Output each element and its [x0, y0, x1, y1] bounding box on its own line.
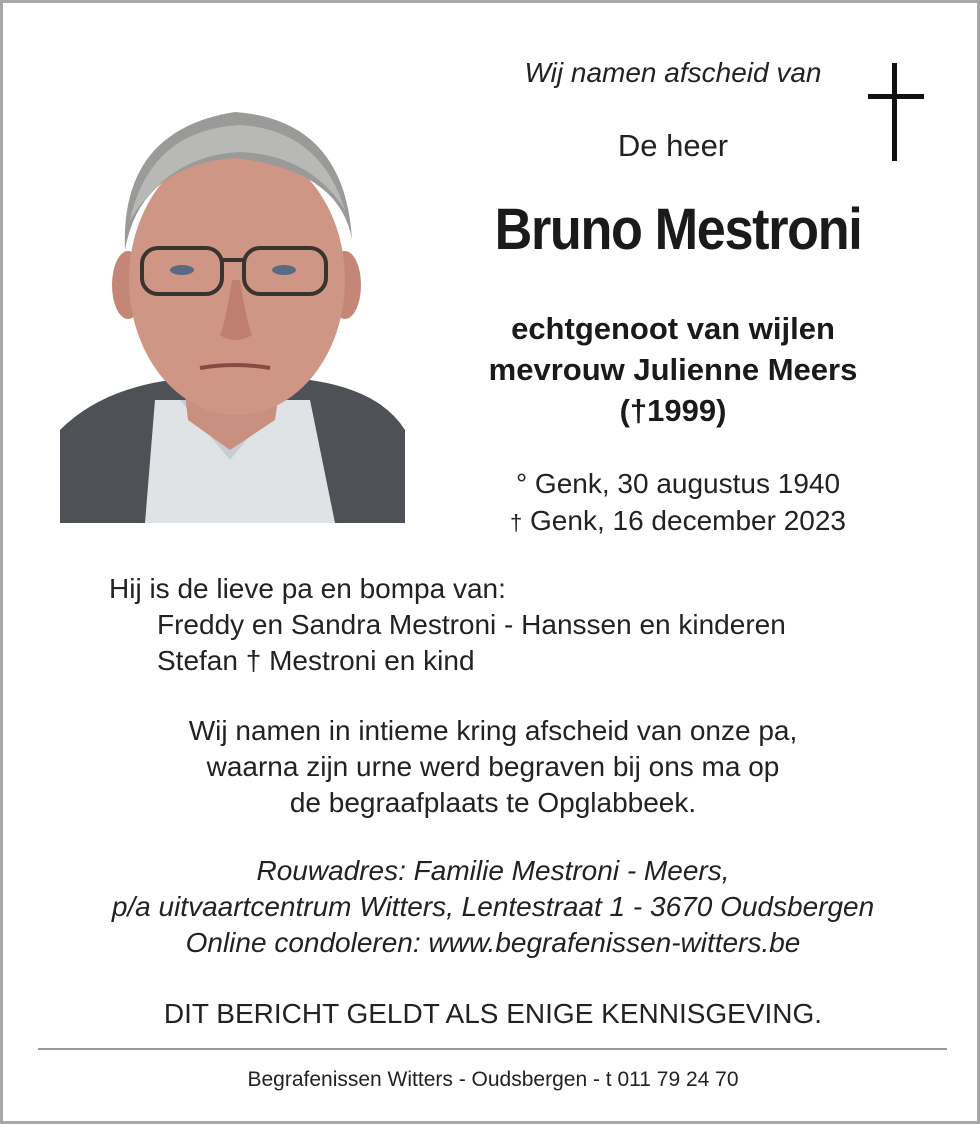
mourning-address: [33, 853, 953, 961]
divider: [38, 1048, 947, 1050]
address-line: Rouwadres: Familie Mestroni - Meers,: [256, 855, 730, 886]
birth-date: Genk, 30 augustus 1940: [534, 468, 841, 499]
notice-text: DIT BERICHT GELDT ALS ENIGE KENNISGEVING.: [163, 998, 823, 1029]
farewell-line: Wij namen in intieme kring afscheid van onze pa,: [188, 715, 798, 746]
life-dates: [443, 465, 913, 541]
latin-cross-icon: [868, 63, 924, 161]
address-line: p/a uitvaartcentrum Witters, Lentestraat 1 - 3670 Oudsbergen: [111, 891, 875, 922]
family-section: [109, 571, 929, 679]
birth-line: [443, 465, 913, 502]
spouse-info: [433, 308, 913, 431]
deceased-name: Bruno Mestroni: [494, 197, 862, 262]
farewell-paragraph: [63, 713, 923, 821]
spouse-line: mevrouw Julienne Meers: [488, 352, 858, 387]
family-heading: Hij is de lieve pa en bompa van:: [109, 573, 506, 604]
farewell-line: waarna zijn urne werd begraven bij ons ma op: [206, 751, 780, 782]
family-member: Freddy en Sandra Mestroni - Hanssen en kinderen: [157, 609, 786, 640]
spouse-line: (†1999): [619, 393, 727, 428]
portrait-photo: [60, 100, 405, 523]
death-line: [443, 502, 913, 541]
salutation: De heer: [617, 128, 729, 163]
death-date: Genk, 16 december 2023: [530, 505, 846, 536]
intro-text: Wij namen afscheid van: [524, 57, 822, 88]
farewell-line: de begraafplaats te Opglabbeek.: [289, 787, 697, 818]
condolence-line: Online condoleren: www.begrafenissen-witters.be: [185, 927, 801, 958]
family-member: Stefan † Mestroni en kind: [157, 645, 475, 676]
death-symbol: †: [509, 510, 523, 535]
birth-symbol: °: [515, 468, 528, 499]
spouse-line: echtgenoot van wijlen: [511, 311, 835, 346]
funeral-home-footer: Begrafenissen Witters - Oudsbergen - t 011 79 24 70: [247, 1068, 739, 1091]
